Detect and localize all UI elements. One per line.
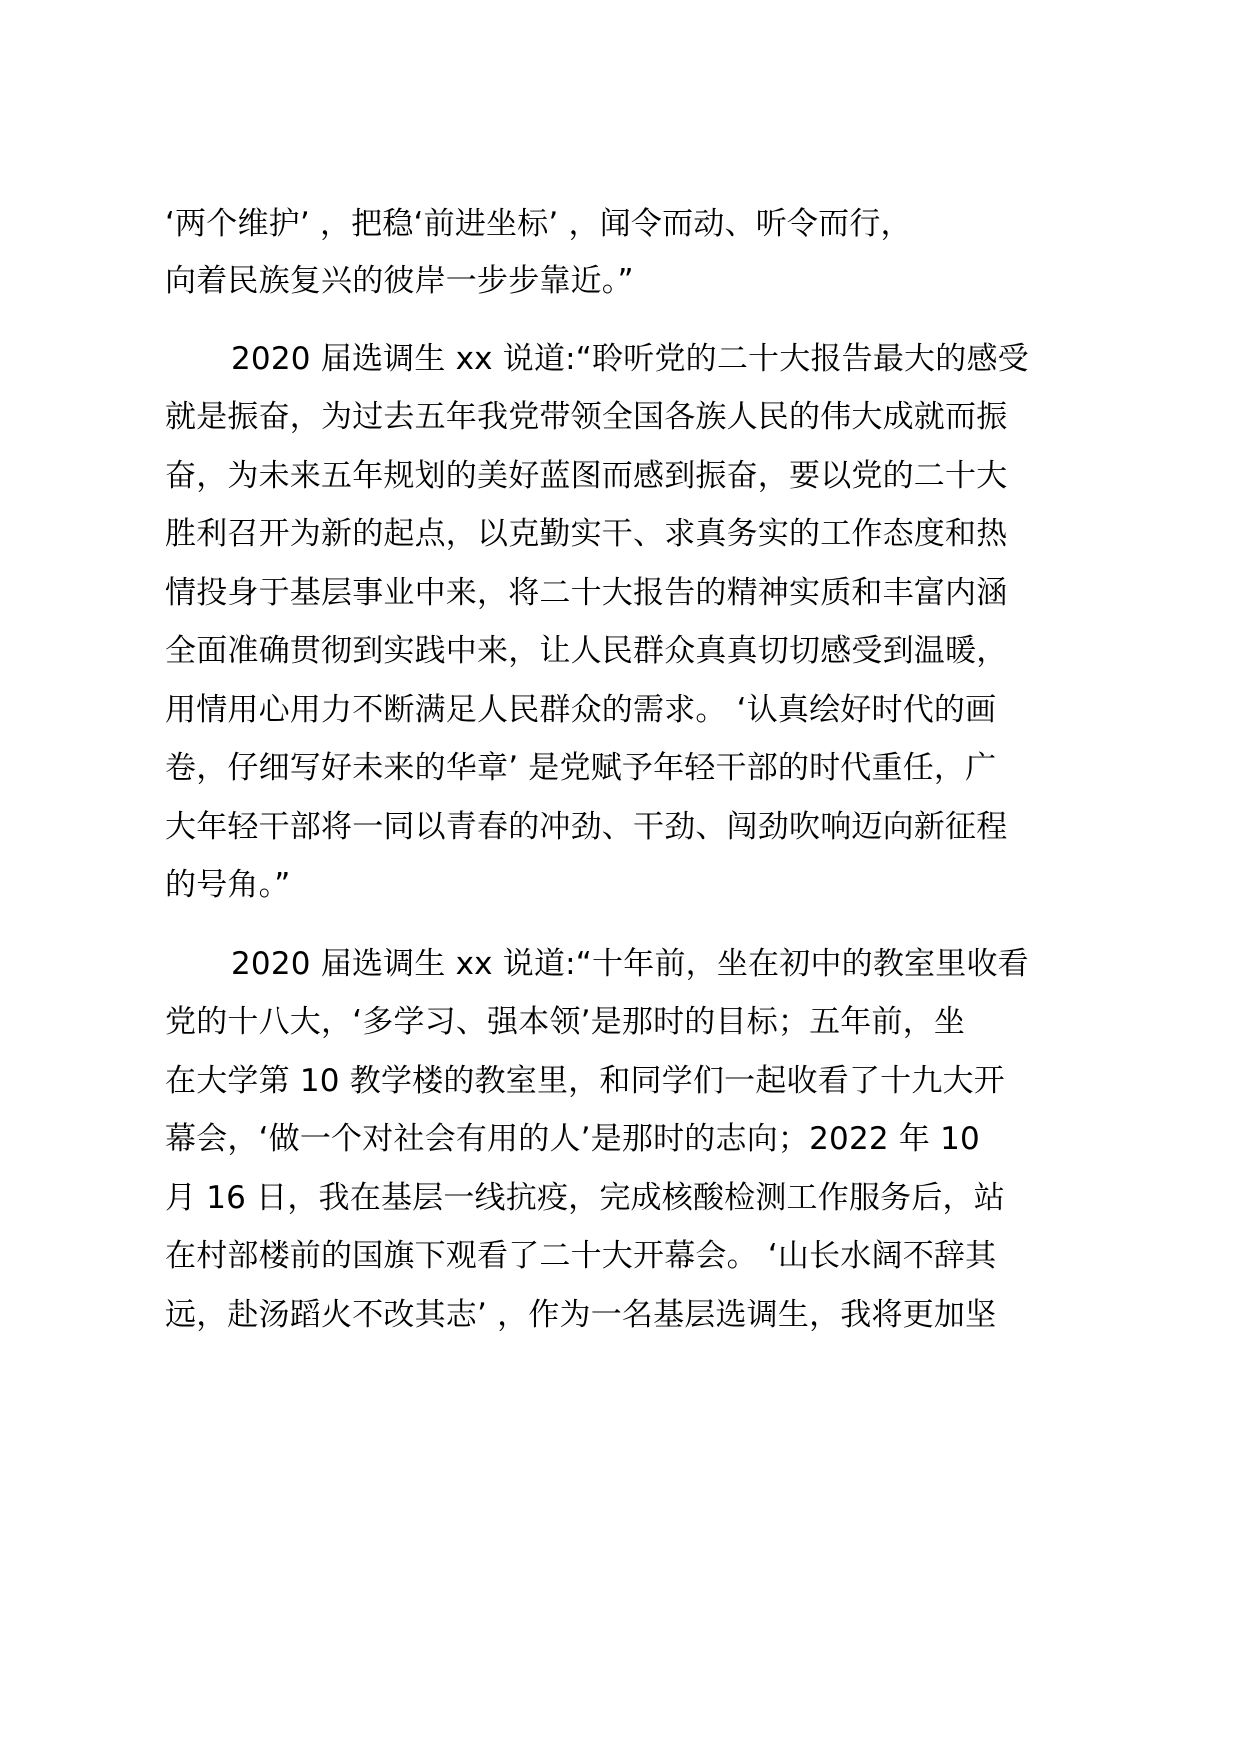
text-line: 月 16 日，我在基层一线抗疫，完成核酸检测工作服务后，站 [165,1180,1005,1216]
text-line: 的号角。” [165,867,291,903]
text-line: 幕会，‘做一个对社会有用的人’是那时的志向；2022 年 10 [165,1121,980,1157]
text-line: 用情用心用力不断满足人民群众的需求。 ‘认真绘好时代的画 [165,692,997,728]
text-line: 奋，为未来五年规划的美好蓝图而感到振奋，要以党的二十大 [165,458,1008,494]
text-line: 在村部楼前的国旗下观看了二十大开幕会。 ‘山长水阔不辞其 [165,1238,997,1274]
text-line: 胜利召开为新的起点，以克勤实干、求真务实的工作态度和热 [165,516,1008,552]
text-line: 全面准确贯彻到实践中来，让人民群众真真切切感受到温暖， [165,633,1008,669]
text-line: 党的十八大，‘多学习、强本领’是那时的目标；五年前，坐 [165,1004,966,1040]
text-line: 情投身于基层事业中来，将二十大报告的精神实质和丰富内涵 [165,575,1008,611]
text-line: 向着民族复兴的彼岸一步步靠近。” [165,263,634,299]
text-line: ‘两个维护’ ，把稳‘前进坐标’ ，闻令而动、听令而行， [165,206,912,242]
text-line: 在大学第 10 教学楼的教室里，和同学们一起收看了十九大开 [165,1063,1005,1099]
text-line: 2020 届选调生 xx 说道:“聆听党的二十大报告最大的感受 [231,341,1029,377]
text-line: 大年轻干部将一同以青春的冲劲、干劲、闯劲吹响迈向新征程 [165,809,1008,845]
text-line: 卷，仔细写好未来的华章’ 是党赋予年轻干部的时代重任，广 [165,750,997,786]
text-line: 远，赴汤蹈火不改其志’ ，作为一名基层选调生，我将更加坚 [165,1297,997,1333]
text-line: 2020 届选调生 xx 说道:“十年前，坐在初中的教室里收看 [231,946,1029,982]
text-line: 就是振奋，为过去五年我党带领全国各族人民的伟大成就而振 [165,399,1008,435]
